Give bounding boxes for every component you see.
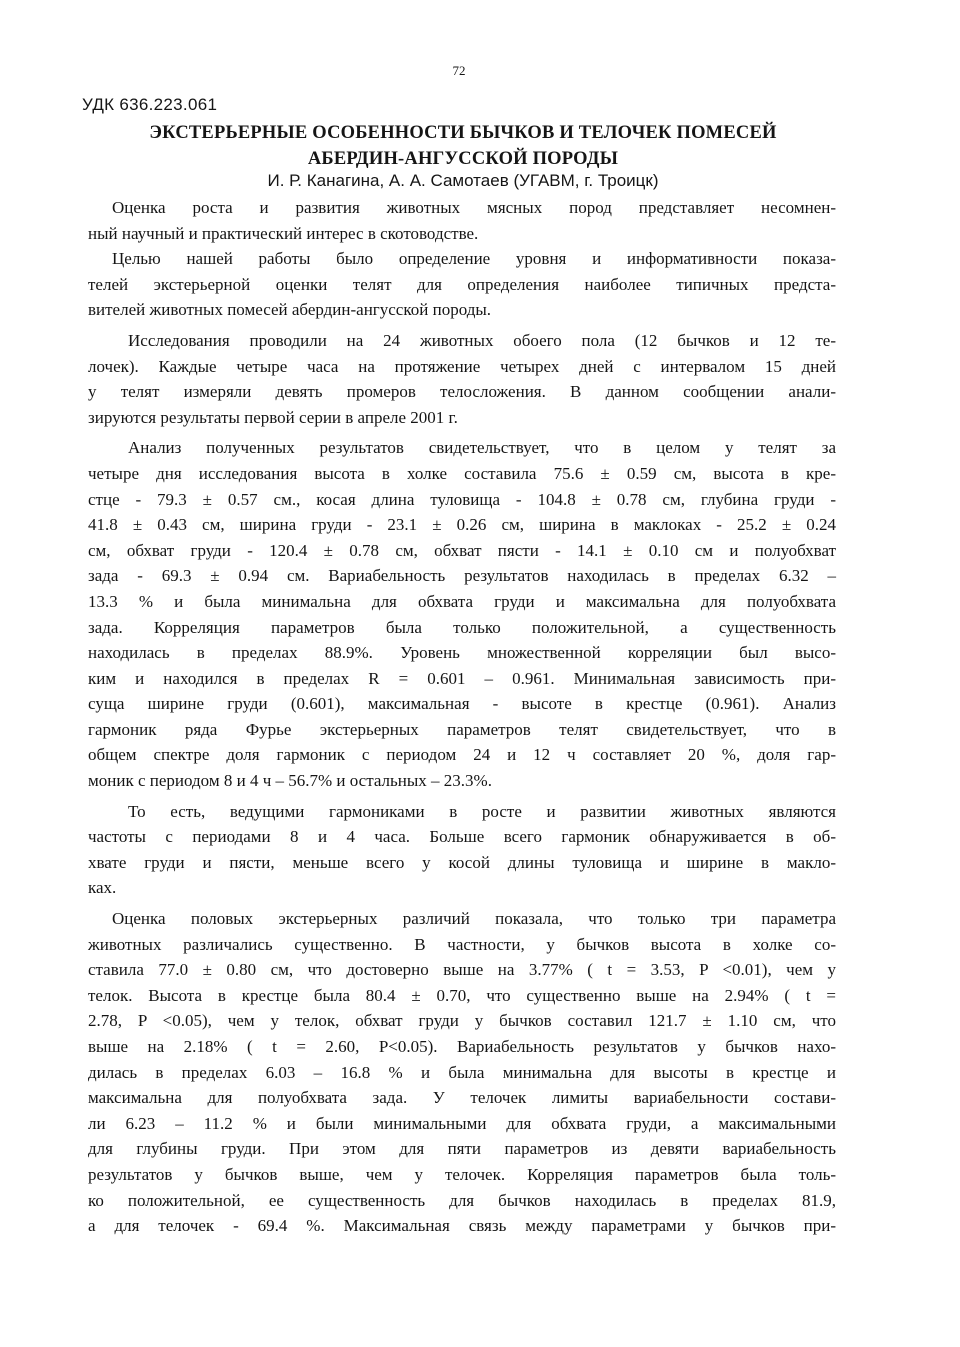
text-line: зада - 69.3 ± 0.94 см. Вариабельность результатов находилась в пределах 6.32 – (88, 566, 836, 586)
text-line: общем спектре доля гармоник с периодом 24 и 12 ч составляет 20 %, доля гар- (88, 745, 836, 765)
text-line: дилась в пределах 6.03 – 16.8 % и была минимальна для высоты в крестце и (88, 1062, 836, 1082)
paragraph-2 (88, 246, 836, 323)
text-line: ким и находился в пределах R = 0.601 – 0.961. Минимальная зависимость при- (88, 668, 836, 688)
page-number: 72 (452, 63, 466, 78)
text-line: результатов у бычков выше, чем у телочек. Корреляция параметров была толь- (88, 1164, 836, 1184)
text-line: зируются результаты первой серии в апреле 2001 г. (88, 407, 458, 427)
authors-line: И. Р. Канагина, А. А. Самотаев (УГАВМ, г. Троицк) (267, 171, 659, 190)
text-line: выше на 2.18% ( t = 2.60, P<0.05). Вариабельность результатов у бычков нахо- (88, 1037, 836, 1056)
text-line: находилась в пределах 88.9%. Уровень множественной корреляции был высо- (88, 643, 836, 663)
text-line: четыре дня исследования высота в холке составила 75.6 ± 0.59 см, высота в кре- (88, 463, 836, 483)
text-line: телок. Высота в крестце была 80.4 ± 0.70, что существенно выше на 2.94% ( t = (88, 985, 836, 1005)
text-line: вителей животных помесей абердин-ангусской породы. (88, 300, 492, 320)
paragraph-1 (88, 195, 836, 246)
title-line-1: ЭКСТЕРЬЕРНЫЕ ОСОБЕННОСТИ БЫЧКОВ И ТЕЛОЧЕК ПОМЕСЕЙ (149, 123, 777, 143)
paragraph-5 (88, 799, 836, 901)
text-line: 2.78, P <0.05), чем у телок, обхват груди у бычков составил 121.7 ± 1.10 см, что (88, 1011, 836, 1031)
text-line: Целью нашей работы было определение уровня и информативности показа- (112, 249, 836, 269)
text-line: ли 6.23 – 11.2 % и были минимальными для обхвата груди, а максимальными (88, 1113, 836, 1133)
article-body (88, 195, 836, 1239)
text-line: а для телочек - 69.4 %. Максимальная связь между параметрами у бычков при- (88, 1216, 836, 1236)
text-line: Оценка роста и развития животных мясных пород представляет несомнен- (112, 198, 836, 217)
text-line: зада. Корреляция параметров была только положительной, а существенность (88, 617, 836, 637)
text-line: лочек). Каждые четыре часа на протяжение четырех дней с интервалом 15 дней (88, 356, 836, 376)
text-line: ный научный и практический интерес в скотоводстве. (88, 223, 479, 243)
text-line: у телят измеряли девять промеров телосложения. В данном сообщении анали- (88, 382, 836, 402)
paragraph-6 (88, 906, 836, 1239)
article-title (90, 120, 836, 172)
text-line: животных различались существенно. В частности, у бычков высота в холке со- (88, 934, 836, 954)
text-line: для глубины груди. При этом для пяти параметров из девяти вариабельность (88, 1139, 836, 1159)
title-line-2: АБЕРДИН-АНГУССКОЙ ПОРОДЫ (307, 149, 619, 169)
text-line: хвате груди и пясти, меньше всего у косой длины туловища и ширине в макло- (88, 852, 836, 872)
text-line: телей экстерьерной оценки телят для определения наиболее типичных предста- (88, 274, 836, 294)
text-line: Исследования проводили на 24 животных обоего пола (12 бычков и 12 те- (128, 330, 836, 350)
udc-code: УДК 636.223.061 (82, 95, 218, 114)
text-line: суща ширине груди (0.601), максимальная - высоте в крестце (0.961). Анализ (88, 694, 836, 714)
text-line: частоты с периодами 8 и 4 часа. Больше всего гармоник обнаруживается в об- (88, 827, 836, 847)
paragraph-3 (88, 328, 836, 430)
text-line: 41.8 ± 0.43 см, ширина груди - 23.1 ± 0.26 см, ширина в маклоках - 25.2 ± 0.24 (88, 515, 836, 535)
text-line: То есть, ведущими гармониками в росте и развитии животных являются (128, 801, 836, 821)
text-line: 13.3 % и была минимальна для обхвата груди и максимальна для полуобхвата (88, 591, 836, 611)
text-line: гармоник ряда Фурье экстерьерных параметров телят свидетельствует, что в (88, 719, 836, 739)
text-line: Оценка половых экстерьерных различий показала, что только три параметра (112, 909, 836, 929)
text-line: стце - 79.3 ± 0.57 см., косая длина туловища - 104.8 ± 0.78 см, глубина груди - (88, 489, 836, 509)
text-line: ко положительной, ее существенность для бычков находилась в пределах 81.9, (88, 1190, 836, 1210)
text-line: моник с периодом 8 и 4 ч – 56.7% и остальных – 23.3%. (88, 771, 492, 791)
text-line: ставила 77.0 ± 0.80 см, что достоверно выше на 3.77% ( t = 3.53, P <0.01), чем у (88, 960, 836, 980)
text-line: см, обхват груди - 120.4 ± 0.78 см, обхват пясти - 14.1 ± 0.10 см и полуобхват (88, 540, 836, 560)
text-line: Анализ полученных результатов свидетельствует, что в целом у телят за (128, 438, 836, 458)
text-line: ках. (88, 878, 117, 898)
paragraph-4 (88, 435, 836, 793)
text-line: максимальна для полуобхвата зада. У телочек лимиты вариабельности состави- (88, 1088, 836, 1108)
